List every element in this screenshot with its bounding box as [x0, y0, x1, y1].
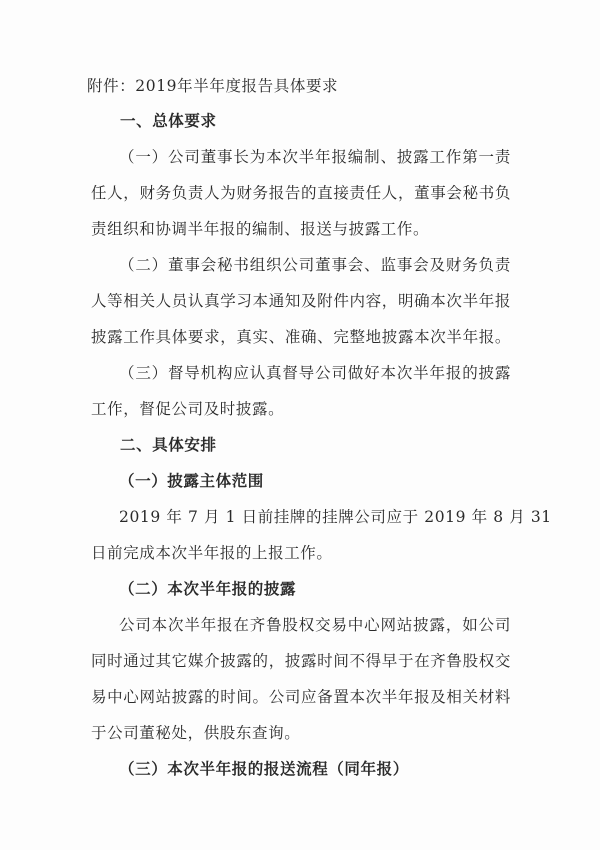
paragraph-line: 易中心网站披露的时间。公司应备置本次半年报及相关材料 — [91, 688, 511, 706]
paragraph-line: 人等相关人员认真学习本通知及附件内容，明确本次半年报 — [91, 292, 511, 310]
paragraph-line: 任人，财务负责人为财务报告的直接责任人，董事会秘书负 — [91, 184, 511, 202]
subsection-heading-disclosure-scope: （一）披露主体范围 — [119, 471, 264, 490]
paragraph-line: 日前完成本次半年报的上报工作。 — [91, 544, 333, 562]
section-heading-specific-arrangements: 二、具体安排 — [120, 435, 217, 454]
paragraph-line: （三）督导机构应认真督导公司做好本次半年报的披露 — [119, 364, 511, 382]
attachment-title: 附件：2019年半年度报告具体要求 — [87, 77, 339, 95]
paragraph-line: 公司本次半年报在齐鲁股权交易中心网站披露，如公司 — [119, 616, 511, 634]
paragraph-line: 于公司董秘处，供股东查询。 — [91, 724, 301, 742]
paragraph-line: 同时通过其它媒介披露的，披露时间不得早于在齐鲁股权交 — [91, 652, 511, 670]
paragraph-line: 责组织和协调半年报的编制、报送与披露工作。 — [91, 220, 430, 238]
subsection-heading-report-disclosure: （二）本次半年报的披露 — [119, 579, 297, 598]
section-heading-general-requirements: 一、总体要求 — [120, 111, 217, 130]
paragraph-line: （二）董事会秘书组织公司董事会、监事会及财务负责 — [119, 256, 511, 274]
paragraph-line: 工作，督促公司及时披露。 — [91, 400, 285, 418]
paragraph-line: 2019 年 7 月 1 日前挂牌的挂牌公司应于 2019 年 8 月 31 — [119, 508, 552, 526]
paragraph-line: （一）公司董事长为本次半年报编制、披露工作第一责 — [119, 148, 511, 166]
paragraph-line: 披露工作具体要求，真实、准确、完整地披露本次半年报。 — [91, 328, 511, 346]
subsection-heading-submission-process: （三）本次半年报的报送流程（同年报） — [119, 759, 409, 778]
